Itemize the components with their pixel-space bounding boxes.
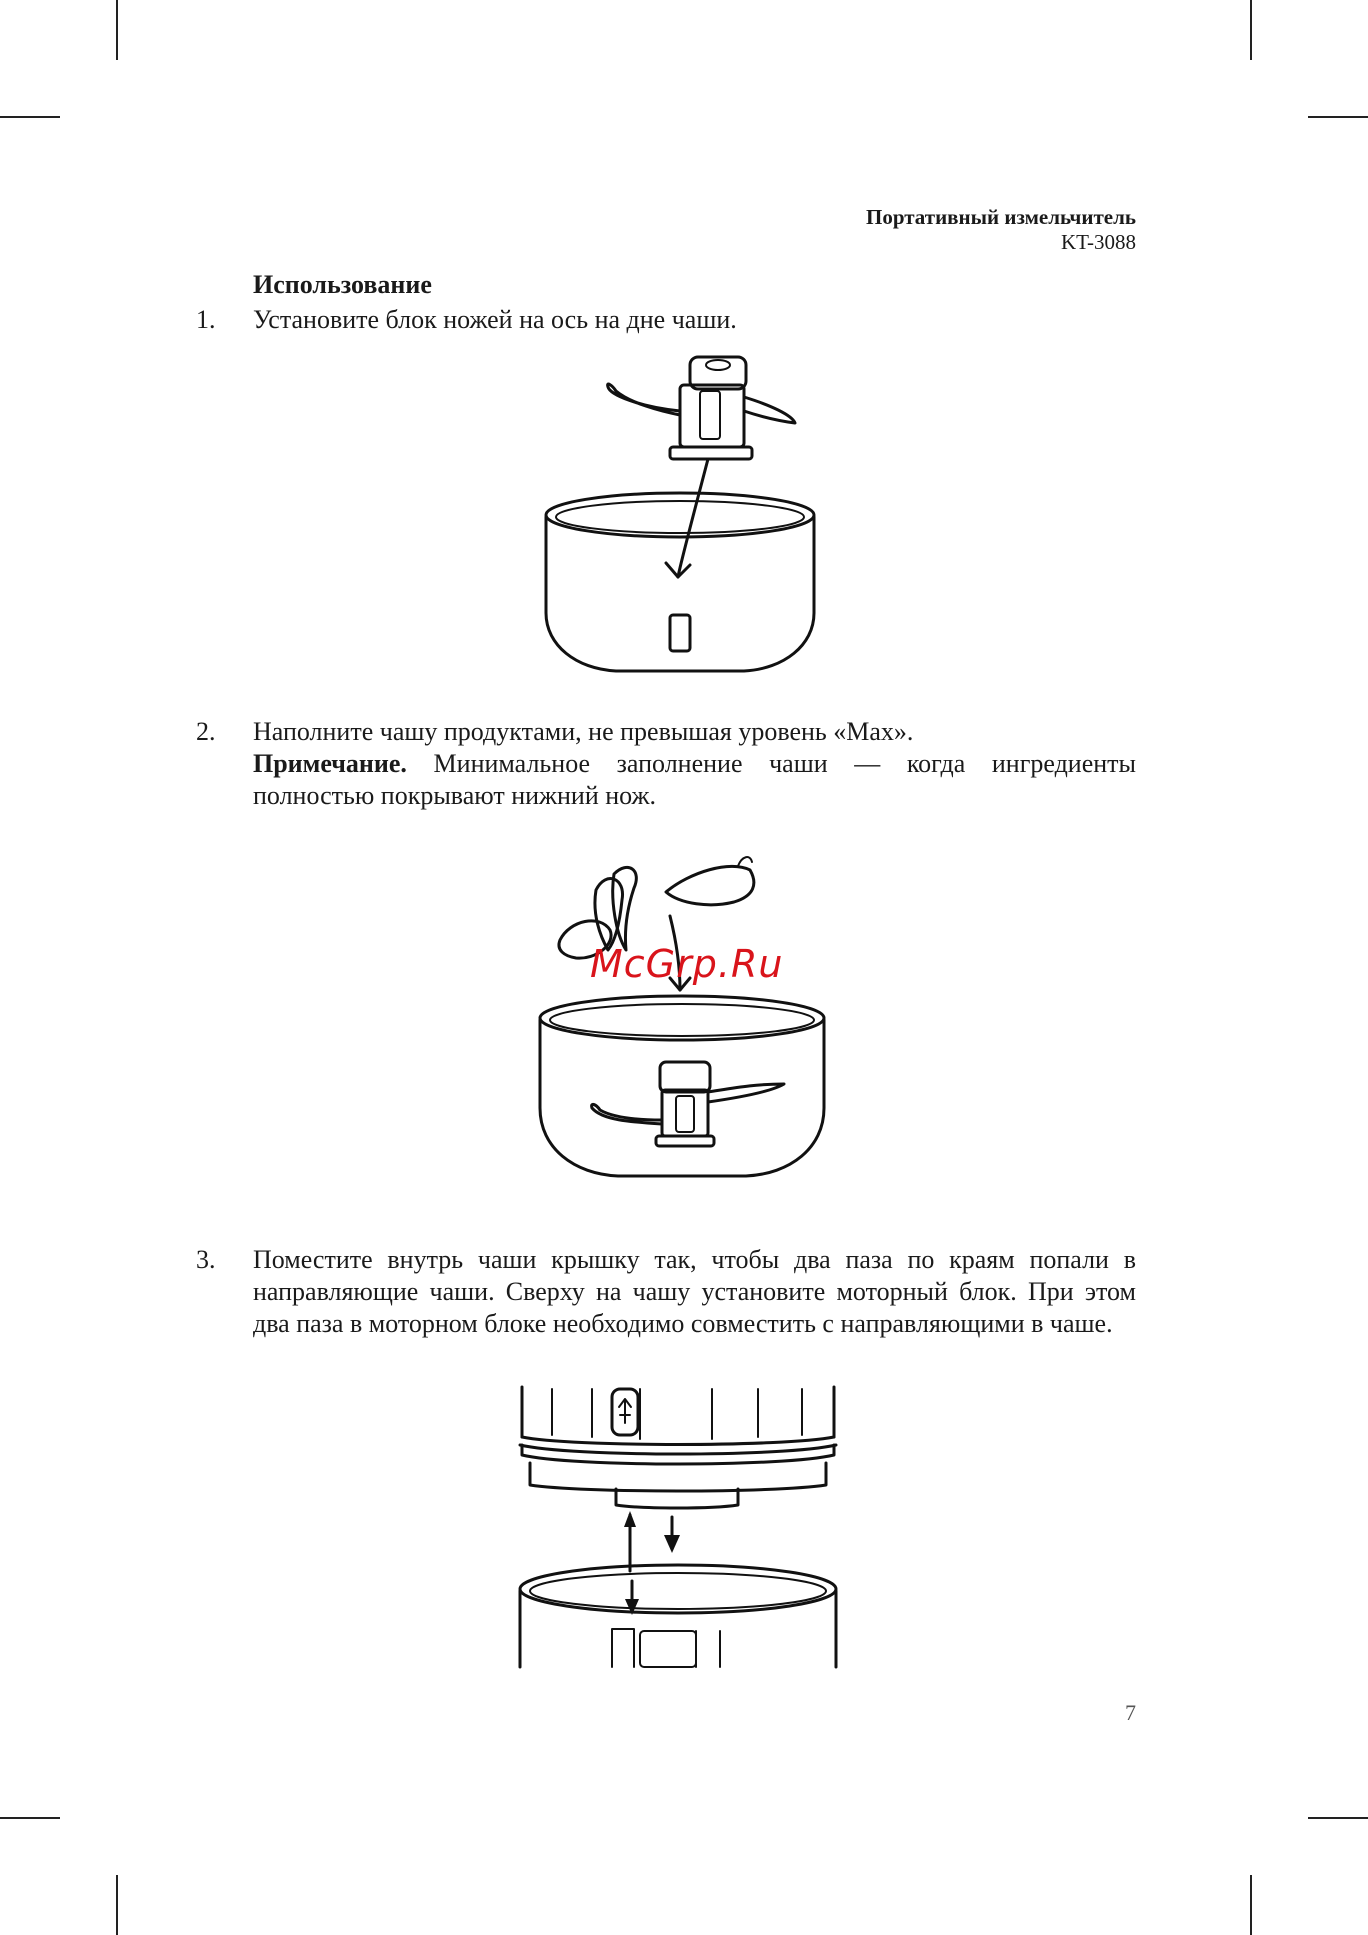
step-1 [196,304,1136,336]
section-title: Использование [253,270,432,299]
blade-into-bowl-icon [530,345,830,685]
watermark: McGrp.Ru [590,942,784,986]
crop-mark [1308,116,1368,118]
step-number: 1. [196,305,216,334]
page-header [866,205,1136,255]
step-text: Установите блок ножей на ось на дне чаши. [253,305,737,334]
step-3 [196,1244,1136,1340]
crop-mark [116,0,118,60]
step-number: 2. [196,717,216,746]
note-text: Минимальное заполнение чаши — когда ингредиенты полностью покрывают нижний нож. [253,749,1137,810]
crop-mark [1250,1875,1252,1935]
product-title: Портативный измельчитель [866,205,1136,229]
crop-mark [116,1875,118,1935]
garlic-into-bowl-icon [530,840,840,1200]
step-text: Поместите внутрь чаши крышку так, чтобы два паза по краям попали в направляющие чаши. Сверху на чашу установите моторный блок. При этом два паза в моторном блоке необходимо совместить с направляющими в чаше. [253,1245,1136,1338]
motor-onto-bowl-icon [512,1385,842,1670]
step-number: 3. [196,1245,216,1274]
step-note [253,748,1136,812]
step-text: Наполните чашу продуктами, не превышая уровень «Max». [253,717,914,746]
step-2 [196,716,1136,812]
note-label: Примечание. [253,749,407,778]
product-model: KT-3088 [1060,230,1136,254]
crop-mark [0,1817,60,1819]
crop-mark [1308,1817,1368,1819]
page-number: 7 [1125,1700,1136,1725]
crop-mark [1250,0,1252,60]
crop-mark [0,116,60,118]
